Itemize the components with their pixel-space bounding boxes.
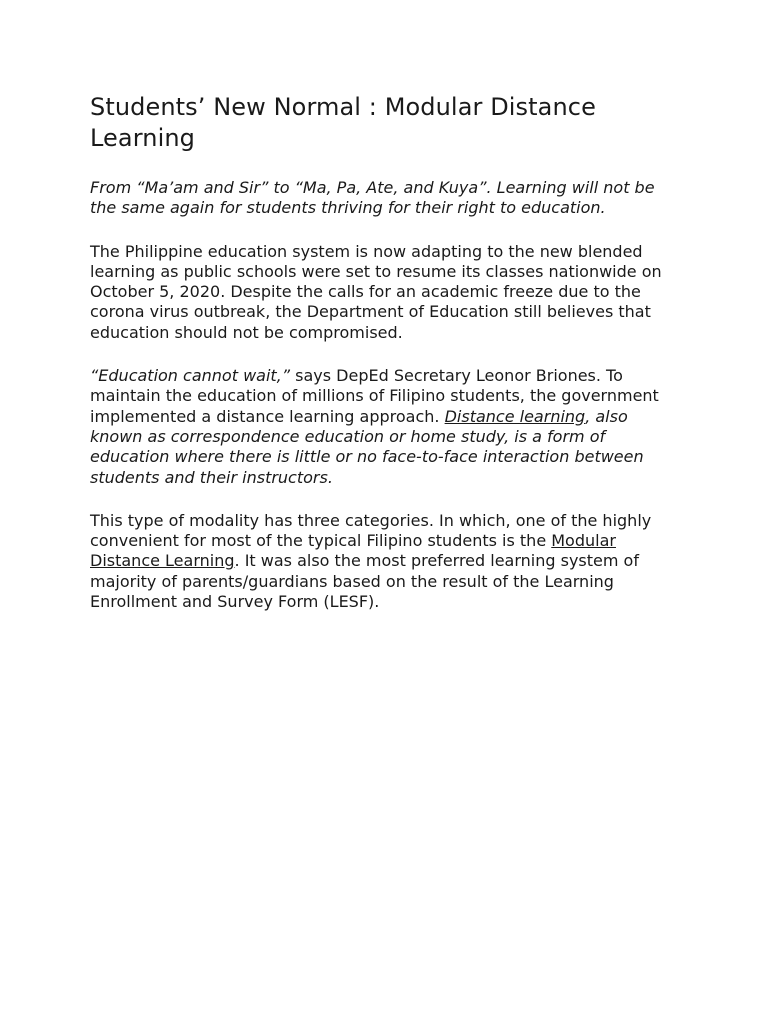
page-title: Students’ New Normal : Modular Distance Learning [90, 93, 596, 152]
paragraph-2-text-2: , also known as correspondence education or home study, is a form of education where there is little or no face-to-face interaction between students and their instructors. [90, 406, 644, 487]
paragraph-3-text-1: This type of modality has three categories. In which, one of the highly convenient for most of the typical Filipino students is the [90, 510, 652, 551]
distance-learning-link[interactable]: Distance learning [444, 406, 586, 426]
paragraph-3-text-2: . It was also the most preferred learning system of majority of parents/guardians based on the result of the Learning Enrollment and Survey Form (LESF). [90, 551, 639, 612]
body-paragraph-3 [90, 511, 682, 612]
quote-text: “Education cannot wait,” [90, 366, 291, 386]
body-paragraph-1: The Philippine education system is now adapting to the new blended learning as public schools were set to resume its classes nationwide on October 5, 2020. Despite the calls for an academic freeze due to the corona virus outbreak, the Department of Education still believes that education should not be compromised. [90, 241, 662, 342]
modular-distance-learning-link[interactable]: Modular Distance Learning [90, 531, 616, 571]
paragraph-2-text-1: says DepEd Secretary Leonor Briones. To maintain the education of millions of Filipino students, the government implemented a distance learning approach. [90, 366, 659, 426]
body-paragraph-2 [90, 366, 682, 488]
lead-paragraph: From “Ma’am and Sir” to “Ma, Pa, Ate, and Kuya”. Learning will not be the same again for students thriving for their right to education. [90, 178, 655, 218]
document-page [90, 92, 682, 635]
